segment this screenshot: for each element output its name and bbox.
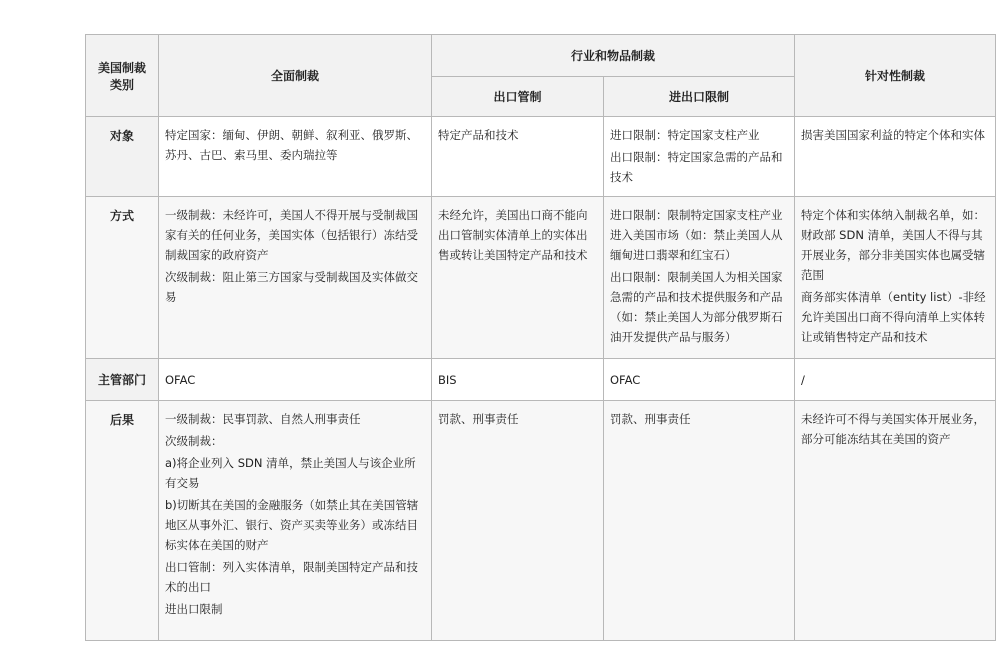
row-label-method: 方式 [86, 197, 159, 359]
cell-text: 一级制裁：未经许可，美国人不得开展与受制裁国家有关的任何业务，美国实体（包括银行）冻结受制裁国家的政府资产 [165, 208, 418, 262]
object-comprehensive [159, 117, 432, 197]
consequence-targeted [795, 401, 996, 641]
consequence-comprehensive [159, 401, 432, 641]
sanctions-table-wrapper [85, 34, 995, 641]
object-export-control [432, 117, 604, 197]
cell-text: 特定国家：缅甸、伊朗、朝鲜、叙利亚、俄罗斯、苏丹、古巴、索马里、委内瑞拉等 [165, 128, 418, 162]
cell-text: 损害美国国家利益的特定个体和实体 [801, 128, 986, 142]
cell-text: 次级制裁： [165, 434, 223, 448]
object-import-export-limit [604, 117, 795, 197]
sanctions-table [85, 34, 996, 641]
header-import-export-limit: 进出口限制 [604, 77, 795, 117]
row-dept [86, 359, 996, 401]
dept-comprehensive: OFAC [159, 359, 432, 401]
consequence-export-control [432, 401, 604, 641]
row-label-dept: 主管部门 [86, 359, 159, 401]
row-object [86, 117, 996, 197]
dept-targeted: / [795, 359, 996, 401]
cell-text: 进出口限制 [165, 602, 223, 616]
cell-text: 次级制裁：阻止第三方国家与受制裁国及实体做交易 [165, 270, 418, 304]
cell-text: 特定产品和技术 [438, 128, 519, 142]
cell-text: 出口管制：列入实体清单，限制美国特定产品和技术的出口 [165, 560, 418, 594]
header-industry-group: 行业和物品制裁 [432, 35, 795, 77]
cell-text: b)切断其在美国的金融服务（如禁止其在美国管辖地区从事外汇、银行、资产买卖等业务）或冻结目标实体在美国的财产 [165, 498, 419, 552]
header-comprehensive: 全面制裁 [159, 35, 432, 117]
row-label-consequence: 后果 [86, 401, 159, 641]
row-consequence [86, 401, 996, 641]
dept-import-export-limit: OFAC [604, 359, 795, 401]
cell-text: 进口限制：限制特定国家支柱产业进入美国市场（如：禁止美国人从缅甸进口翡翠和红宝石） [610, 208, 783, 262]
header-category: 美国制裁类别 [86, 35, 159, 117]
cell-text: a)将企业列入 SDN 清单，禁止美国人与该企业所有交易 [165, 456, 416, 490]
dept-export-control: BIS [432, 359, 604, 401]
cell-text: 进口限制：特定国家支柱产业 [610, 128, 760, 142]
method-comprehensive [159, 197, 432, 359]
row-method [86, 197, 996, 359]
cell-text: 出口限制：特定国家急需的产品和技术 [610, 150, 783, 184]
header-export-control: 出口管制 [432, 77, 604, 117]
object-targeted [795, 117, 996, 197]
cell-text: 出口限制：限制美国人为相关国家急需的产品和技术提供服务和产品（如：禁止美国人为部分俄罗斯石油开发提供产品与服务） [610, 270, 783, 344]
cell-text: 特定个体和实体纳入制裁名单，如：财政部 SDN 清单，美国人不得与其开展业务，部分非美国实体也属受辖范围 [801, 208, 986, 282]
cell-text: 商务部实体清单（entity list）-非经允许美国出口商不得向清单上实体转让或销售特定产品和技术 [801, 290, 986, 344]
consequence-import-export-limit [604, 401, 795, 641]
cell-text: 未经允许，美国出口商不能向出口管制实体清单上的实体出售或转让美国特定产品和技术 [438, 208, 588, 262]
cell-text: 一级制裁：民事罚款、自然人刑事责任 [165, 412, 361, 426]
header-targeted: 针对性制裁 [795, 35, 996, 117]
row-label-object: 对象 [86, 117, 159, 197]
method-targeted [795, 197, 996, 359]
cell-text: 罚款、刑事责任 [610, 412, 691, 426]
cell-text: 未经许可不得与美国实体开展业务，部分可能冻结其在美国的资产 [801, 412, 986, 446]
cell-text: 罚款、刑事责任 [438, 412, 519, 426]
method-export-control [432, 197, 604, 359]
method-import-export-limit [604, 197, 795, 359]
